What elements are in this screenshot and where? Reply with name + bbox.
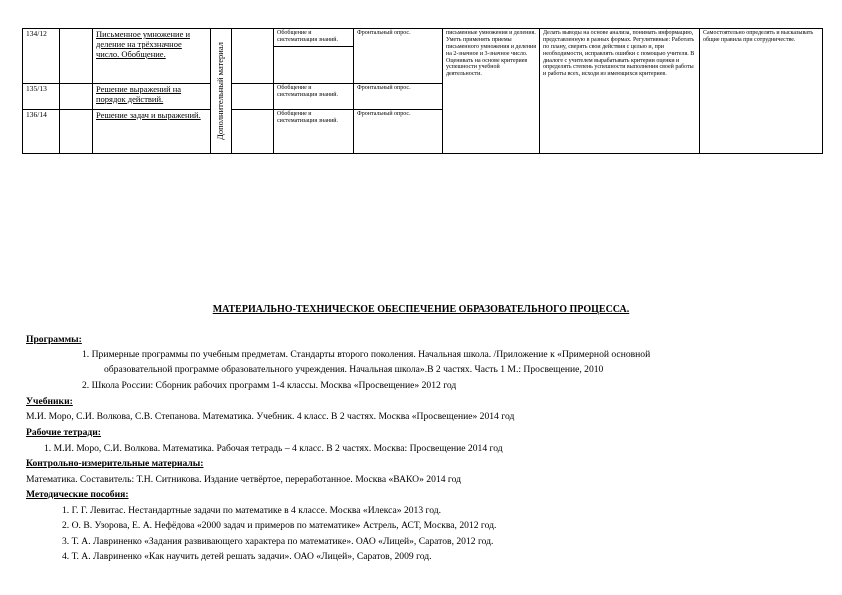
- empty-cell: [232, 29, 274, 84]
- programs-heading: Программы:: [26, 334, 82, 345]
- subject-results-cell: письменные умножения и деления. Уметь применять приемы письменного умножения и деления на 2-значное и 3-значное число. Оценивать на основе критериев успешности учебной деятельности.: [443, 29, 540, 154]
- content-cell: Обобщение и систематизация знаний.: [274, 29, 354, 84]
- empty-cell: [60, 110, 93, 154]
- lesson-topic: Решение выражений на порядок действий.: [93, 84, 211, 110]
- methods-item: 1. Г. Г. Левитас. Нестандартные задачи по математике в 4 классе. Москва «Илекса» 2013 год.: [62, 505, 442, 516]
- lesson-number: 135/13: [23, 84, 60, 110]
- content-cell: Обобщение и систематизация знаний.: [274, 84, 354, 110]
- section-title: МАТЕРИАЛЬНО-ТЕХНИЧЕСКОЕ ОБЕСПЕЧЕНИЕ ОБРАЗОВАТЕЛЬНОГО ПРОЦЕССА.: [212, 304, 630, 315]
- vertical-label: Дополнительный материал: [215, 42, 226, 140]
- empty-cell: [232, 110, 274, 154]
- textbooks-item: М.И. Моро, С.И. Волкова, С.В. Степанова. Математика. Учебник. 4 класс. В 2 частях. Москва «Просвещение» 2014 год: [26, 411, 515, 422]
- methods-heading: Методические пособия:: [26, 489, 129, 500]
- vertical-label-cell: [211, 29, 232, 154]
- workbooks-item: 1. М.И. Моро, С.И. Волкова. Математика. Рабочая тетрадь – 4 класс. В 2 частях. Москва: Просвещение 2014 год: [44, 443, 503, 454]
- methods-item: 4. Т. А. Лавриненко «Как научить детей решать задачи». ОАО «Лицей», Саратов, 2009 год.: [62, 551, 432, 562]
- content-cell: Обобщение и систематизация знаний.: [274, 110, 354, 154]
- programs-item-continued: образовательной программе образовательного учреждения. Начальная школа».В 2 частях. Часть 1 М.: Просвещение, 2010: [104, 364, 604, 375]
- lesson-number: 134/12: [23, 29, 60, 84]
- empty-cell: [232, 84, 274, 110]
- control-cell: Фронтальный опрос.: [354, 84, 443, 110]
- metasubject-results-cell: Делать выводы на основе анализа, понимать информацию, представленную в разных формах. Регулятивные: Работать по плану, сверять свои действия с целью и, при необходимости, исправлять ошибки с помощью учителя. В диалоге с учителем вырабатывать критерии оценки и определять степень успешности выполнения своей работы и работы всех, исходя из имеющихся критериев.: [540, 29, 700, 154]
- lesson-topic: Письменное умножение и деление на трёхзначное число. Обобщение.: [93, 29, 211, 84]
- control-cell: Фронтальный опрос.: [354, 110, 443, 154]
- empty-cell: [60, 84, 93, 110]
- personal-results-cell: Самостоятельно определять и высказывать общие правила при сотрудничестве.: [700, 29, 823, 154]
- workbooks-heading: Рабочие тетради:: [26, 427, 101, 438]
- empty-cell: [60, 29, 93, 84]
- control-cell: Фронтальный опрос.: [354, 29, 443, 84]
- control-materials-item: Математика. Составитель: Т.Н. Ситникова. Издание четвёртое, переработанное. Москва «ВАКО» 2014 год: [26, 474, 461, 485]
- table-row: [23, 29, 823, 84]
- lessons-table: [22, 28, 823, 154]
- textbooks-heading: Учебники:: [26, 396, 73, 407]
- programs-item: 1. Примерные программы по учебным предметам. Стандарты второго поколения. Начальная школа. /Приложение к «Примерной основной: [82, 349, 651, 360]
- programs-item: 2. Школа России: Сборник рабочих программ 1-4 классы. Москва «Просвещение» 2012 год: [82, 380, 457, 391]
- methods-item: 2. О. В. Узорова, Е. А. Нефёдова «2000 задач и примеров по математике» Астрель, АСТ, Москва, 2012 год.: [62, 520, 497, 531]
- control-materials-heading: Контрольно-измерительные материалы:: [26, 458, 204, 469]
- lesson-number: 136/14: [23, 110, 60, 154]
- lesson-topic: Решение задач и выражений.: [93, 110, 211, 154]
- methods-item: 3. Т. А. Лавриненко «Задания развивающего характера по математике». ОАО «Лицей», Саратов, 2012 год.: [62, 536, 494, 547]
